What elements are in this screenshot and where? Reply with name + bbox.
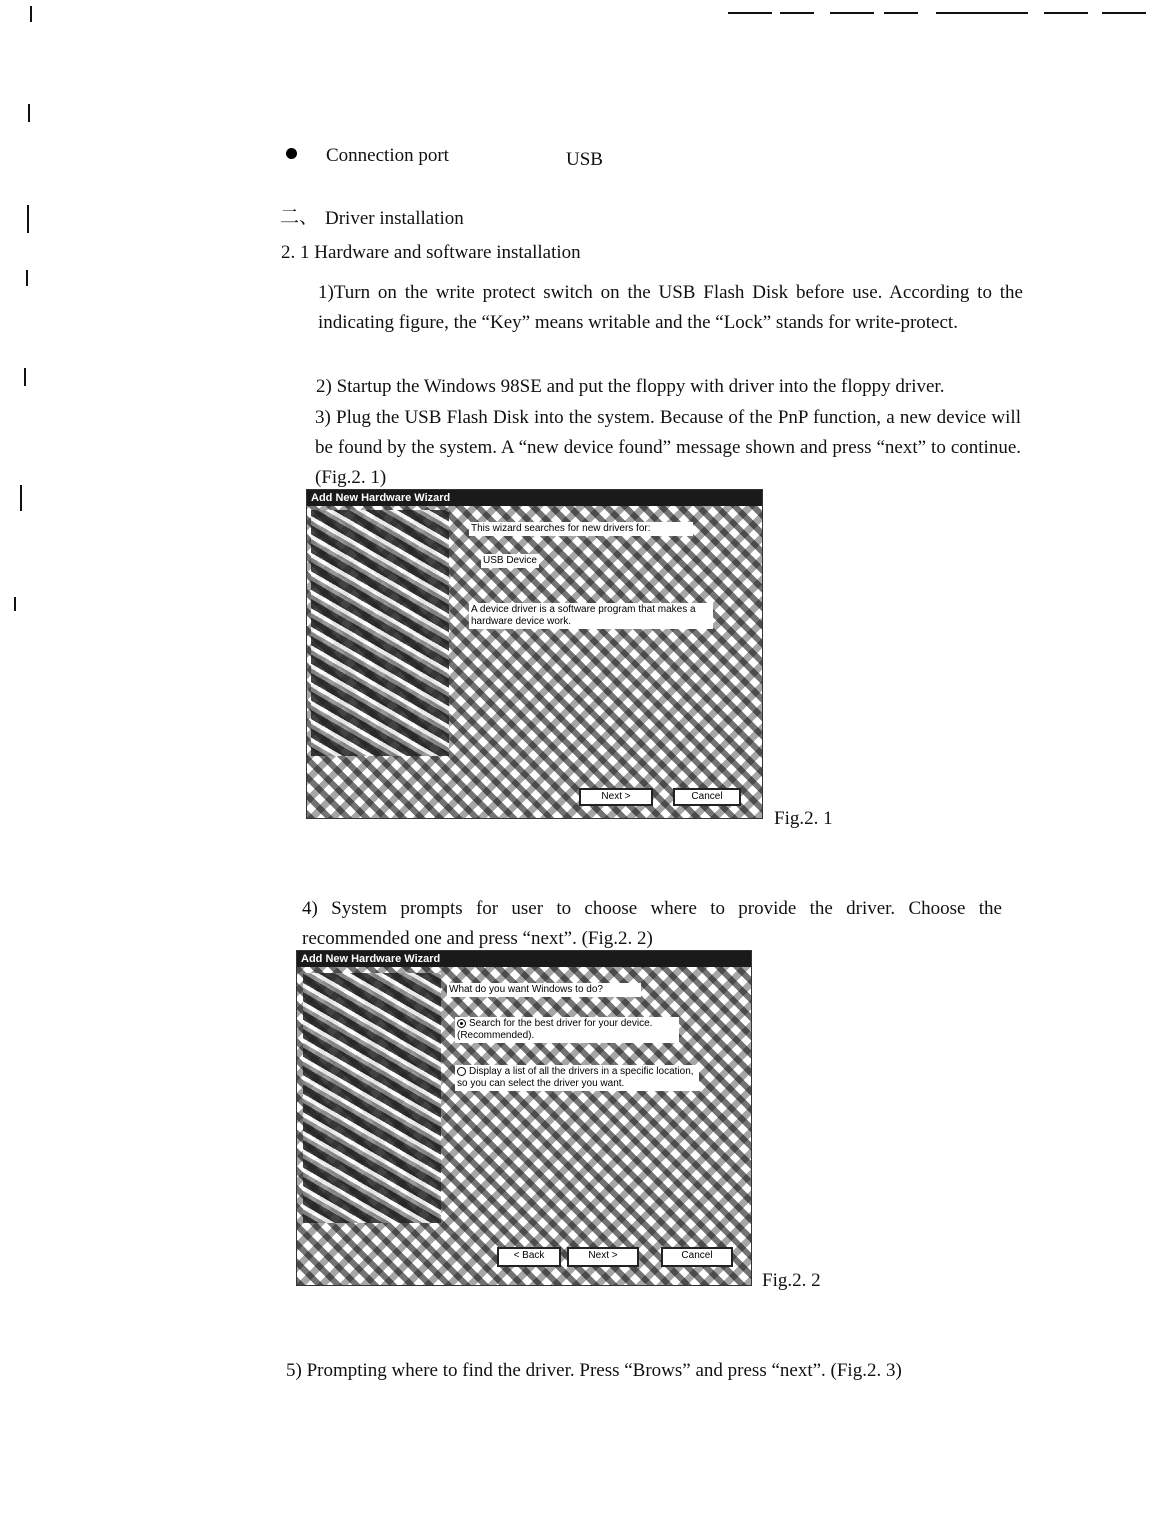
dialog-device: USB Device [483,555,537,566]
scan-mark [14,597,16,611]
scan-dash [1044,12,1088,14]
dialog-question: What do you want Windows to do? [447,983,641,997]
option-recommended-label: Search for the best driver for your device. (Recommended). [457,1018,653,1041]
option-list-label: Display a list of all the drivers in a specific location, so you can select the driver you want. [457,1066,694,1089]
section-number: 二、 [280,207,319,228]
scan-dash [936,12,1028,14]
dialog-title: Add New Hardware Wizard [307,490,762,506]
spec-value: USB [566,149,603,170]
wizard-illustration [303,973,441,1223]
wizard-illustration [311,510,449,756]
figure-caption: Fig.2. 2 [762,1270,821,1291]
cancel-button[interactable]: Cancel [673,788,741,806]
back-button[interactable]: < Back [497,1247,561,1267]
subsection-title: 2. 1 Hardware and software installation [281,242,581,263]
scan-dash [830,12,874,14]
scan-mark [30,6,32,22]
spec-label: Connection port [326,145,449,166]
section-title: Driver installation [325,208,464,229]
scan-mark [27,205,29,233]
scan-mark [20,485,22,511]
step-2: 2) Startup the Windows 98SE and put the floppy with driver into the floppy driver. [316,376,945,397]
radio-selected-icon[interactable] [457,1019,466,1028]
wizard-dialog-1 [306,489,763,819]
bullet [286,148,297,159]
radio-unselected-icon[interactable] [457,1067,466,1076]
option-list[interactable] [455,1065,699,1091]
next-button[interactable]: Next > [567,1247,639,1267]
scan-mark [26,270,28,286]
scan-dash [780,12,814,14]
wizard-dialog-2 [296,950,752,1286]
scan-mark [24,368,26,386]
step-4: 4) System prompts for user to choose where to provide the driver. Choose the recommended one and press “next”. (Fig.2. 2) [302,898,1002,949]
step-3: 3) Plug the USB Flash Disk into the system. Because of the PnP function, a new device will be found by the system. A “new device found” message shown and press “next” to continue. (Fig.2. 1) [315,407,1021,488]
dialog-title: Add New Hardware Wizard [297,951,751,967]
step-1: 1)Turn on the write protect switch on the USB Flash Disk before use. According to the indicating figure, the “Key” means writable and the “Lock” stands for write-protect. [318,282,1023,333]
dialog-line1: This wizard searches for new drivers for: [469,522,693,536]
cancel-button[interactable]: Cancel [661,1247,733,1267]
scan-dash [884,12,918,14]
figure-caption: Fig.2. 1 [774,808,833,829]
option-recommended[interactable] [455,1017,679,1043]
scan-dash [1102,12,1146,14]
scan-dash [728,12,772,14]
next-button[interactable]: Next > [579,788,653,806]
scan-mark [28,104,30,122]
step-5: 5) Prompting where to find the driver. Press “Brows” and press “next”. (Fig.2. 3) [286,1360,902,1381]
dialog-desc: A device driver is a software program that makes a hardware device work. [469,603,713,629]
